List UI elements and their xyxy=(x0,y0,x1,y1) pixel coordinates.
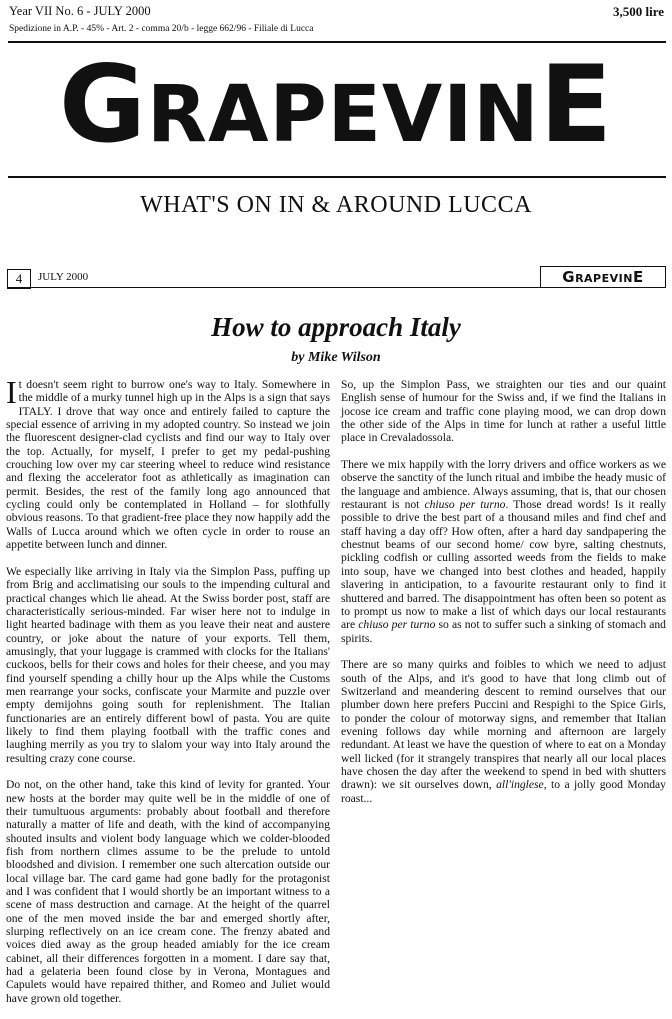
paragraph-text: t doesn't seem right to burrow one's way to Italy. Somewhere in the middle of a murky tunnel high up in the Alps is a sign that says ITALY. I drove that way once and entirely failed to capture the special essence of arriving in my adopted country. So instead we join the fluorescent designer-clad cyclists and find our way to Italy over the top. Actually, for myself, I prefer to get my pedal-pushing crouching low over my car steering wheel to reduce wind resistance and flexing the accelerator foot as athletically as imagination can permit. Besides, the rest of the family long ago announced that cycling could only be contemplated in Holland – for slothfully obvious reasons. To that gradient-free place they now happily add the Walls of Lucca around which we often cycle in order to rouse an appetite between lunch and dinner. xyxy=(6,378,330,552)
article-column-right xyxy=(341,378,666,818)
article-column-left xyxy=(6,374,330,1019)
paragraph xyxy=(341,458,666,645)
italic-phrase: chiuso per turno xyxy=(424,498,506,512)
issue-line: Year VII No. 6 - JULY 2000 xyxy=(9,4,151,18)
paragraph-text: , to a jolly good Monday roast... xyxy=(341,778,666,805)
paragraph-text: There we mix happily with the lorry drivers and office workers as we observe the sanctity of the lunch ritual and imbibe the heady music of the language and ambience. Always assuming, that is, that our chosen restaurant is not xyxy=(341,458,666,512)
italic-phrase: chiuso per turno xyxy=(358,618,436,632)
postal-line: Spedizione in A.P. - 45% - Art. 2 - comma 20/b - legge 662/96 - Filiale di Lucca xyxy=(9,24,314,34)
paragraph-text: so as not to suffer such a sinking of stomach and spirits. xyxy=(341,618,666,645)
page-number-box: 4 xyxy=(7,269,31,289)
tagline: WHAT'S ON IN & AROUND LUCCA xyxy=(140,192,532,218)
mini-logo-rapevi: RAPEVI xyxy=(575,272,624,285)
paragraph: So, up the Simplon Pass, we straighten our ties and our quaint English sense of humour for the Swiss and, if we find the Italians in jocose ice cream and traffic cone playing mood, we can drop down the other side of the Alps in time for lunch at rather a useful little place in Crevaladossola. xyxy=(341,378,666,445)
article-byline: by Mike Wilson xyxy=(291,350,381,365)
masthead-letters-rapevi: RAPEVI xyxy=(147,70,474,160)
mini-logo-g: G xyxy=(562,268,576,286)
page-date: JULY 2000 xyxy=(38,271,89,283)
drop-cap: I xyxy=(6,374,17,410)
header-rule-bottom xyxy=(8,176,666,178)
page-bar-rule xyxy=(7,287,541,288)
mini-logo-n: N xyxy=(623,272,633,285)
price-label: 3,500 lire xyxy=(612,4,664,19)
paragraph: We especially like arriving in Italy via the Simplon Pass, puffing up from Brig and acclimatising our souls to the impending cultural and practical changes which lie ahead. At the Swiss border post, staff are characteristically serious-minded. Far wiser here not to indulge in light hearted badinage with them as you leave their neat and austere country, or joke about the nature of your exports. Tell them, amusingly, that your luggage is crammed with clocks for the Italians' cuckoos, bells for their cows and holes for their cheese, and you may find yourself spending a chilly hour up the Alps while the Customs men rearrange your socks, confiscate your Marmite and puzzle over empty demijohns going south for replenishment. The Italian functionaries are an entirely different bowl of pasta. You are quite likely to find them playing football with the traffic cones and laughing merrily as you try to slalom your way into Italy around the resulting crazy cone course. xyxy=(6,564,330,765)
masthead-logo xyxy=(0,43,672,166)
paragraph: Do not, on the other hand, take this kind of levity for granted. Your new hosts at the border may quite well be in the middle of one of their tumultuous arguments: probably about football and therefore naturally a matter of life and death, with the kind of accompanying shouted insults and violent body language which we colder-blooded fish from northern climes assume to be the prelude to untold bloodshed and division. I remember one such altercation outside our local village bar. The card game had gone badly for the protagonist and I was confident that I would shortly be an important witness to a scene of mass destruction and carnage. At the height of the quarrel one of the men moved inside the bar and emerged shortly after, slurping reflectively on an ice cream cone. The frenzy abated and voices died away as the group headed amiably for the ice cream cabinet, all their differences forgotten in a moment. I dare say that, had a gelateria been found close by in Verona, Montagues and Capulets would have repaired thither, and Romeo and Juliet would have grown old together. xyxy=(6,778,330,1005)
mini-logo xyxy=(540,266,666,288)
paragraph-text: . Those dread words! Is it really possible to drive the best part of a thousand miles and find chef and staff having a day off? How often, after a hard day sandpapering the chestnut beams of our second home/ cow byre, salting chestnuts, pickling codfish or culling assorted weeds from the fields to make into soup, have we changed into best clothes and headed, happily slavering in anticipation, to a favourite restaurant only to find it shuttered and barred. The disappointment has often been so potent as to prompt us now to make a list of which days our local restaurants are xyxy=(341,498,666,632)
masthead-letter-g: G xyxy=(59,43,148,166)
paragraph-text: There are so many quirks and foibles to which we need to adjust south of the Alps, and it's good to have that long climb out of Switzerland and meandering descent to remind ourselves that our plumber down here prefers Puccini and Respighi to the Spice Girls, to ponder the colour of motorway signs, and remember that Italian evening follows day while morning and afternoon are largely redundant. At least we have the question of where to eat on a Monday well licked (for it strangely transpires that nearly all our local places have chosen the day after the weekend to spend in bed with shutters drawn): we sit ourselves down, xyxy=(341,658,666,792)
mini-logo-e: E xyxy=(632,268,644,286)
masthead-letter-n: N xyxy=(473,70,540,160)
masthead-letter-e: E xyxy=(539,43,613,166)
italic-phrase: all'inglese xyxy=(496,778,544,792)
paragraph xyxy=(6,374,330,552)
paragraph xyxy=(341,658,666,805)
article-title: How to approach Italy xyxy=(211,312,461,342)
